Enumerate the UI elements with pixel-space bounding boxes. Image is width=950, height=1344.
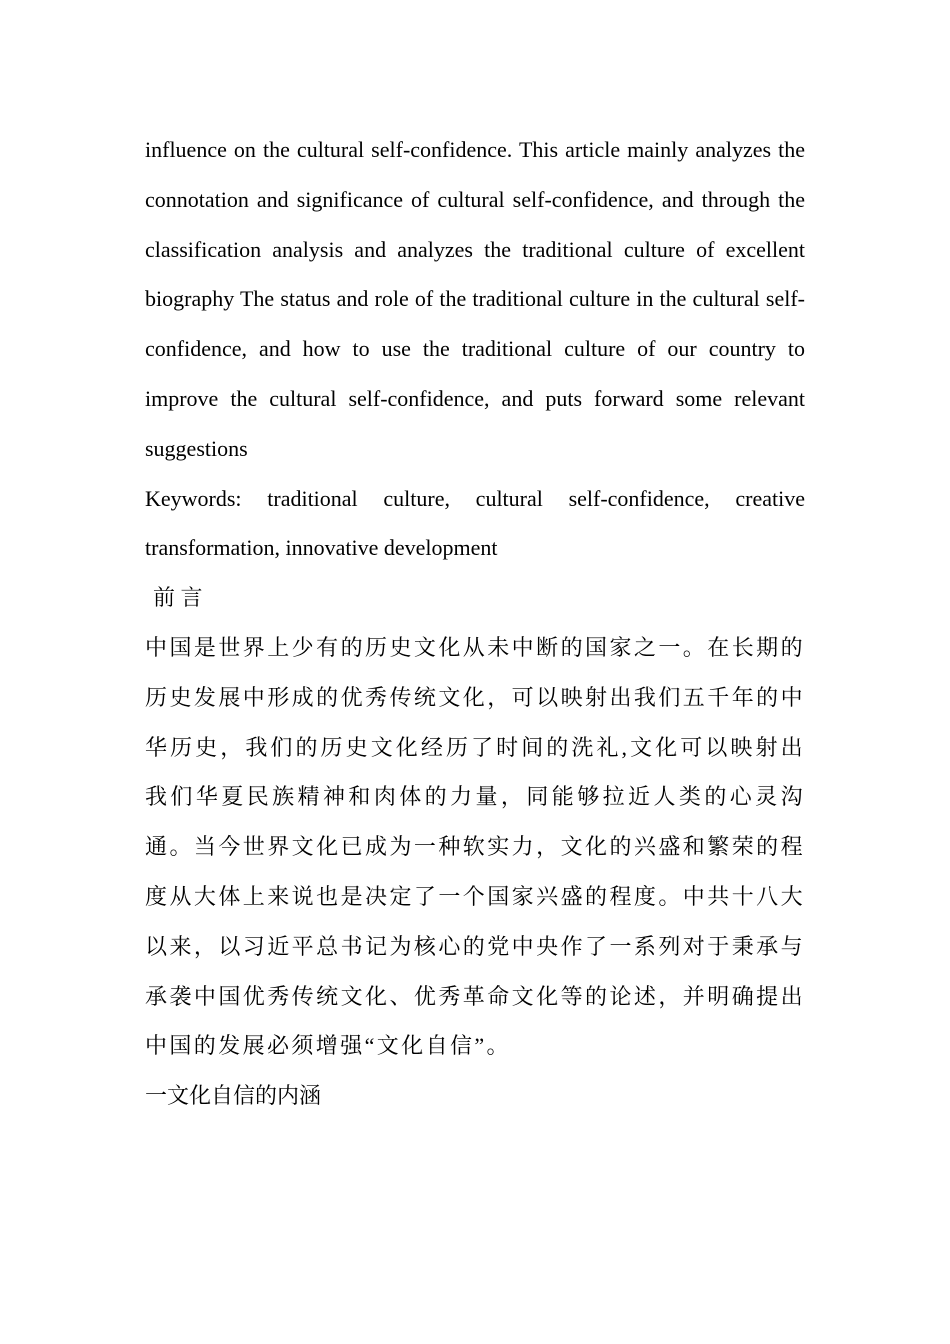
- preface-body: 中国是世界上少有的历史文化从未中断的国家之一。在长期的历史发展中形成的优秀传统文化，可以映射出我们五千年的中华历史，我们的历史文化经历了时间的洗礼,文化可以映射出我们华夏民族精神和肉体的力量，同能够拉近人类的心灵沟通。当今世界文化已成为一种软实力，文化的兴盛和繁荣的程度从大体上来说也是决定了一个国家兴盛的程度。中共十八大以来，以习近平总书记为核心的党中央作了一系列对于秉承与承袭中国优秀传统文化、优秀革命文化等的论述，并明确提出中国的发展必须增强“文化自信”。: [145, 634, 805, 1059]
- keywords-paragraph: Keywords: traditional culture, cultural self-confidence, creative transformation, innovative development: [145, 485, 805, 561]
- preface-heading: 前 言: [153, 585, 203, 611]
- abstract-paragraph: influence on the cultural self-confidence. This article mainly analyzes the connotation and significance of cultural self-confidence, and through the classification analysis and analyzes the traditional culture of excellent biography The status and role of the traditional culture in the cultural self-confidence, and how to use the traditional culture of our country to improve the cultural self-confidence, and puts forward some relevant suggestions: [145, 137, 805, 461]
- document-page: [145, 125, 805, 1121]
- section-heading: 一文化自信的内涵: [145, 1083, 322, 1109]
